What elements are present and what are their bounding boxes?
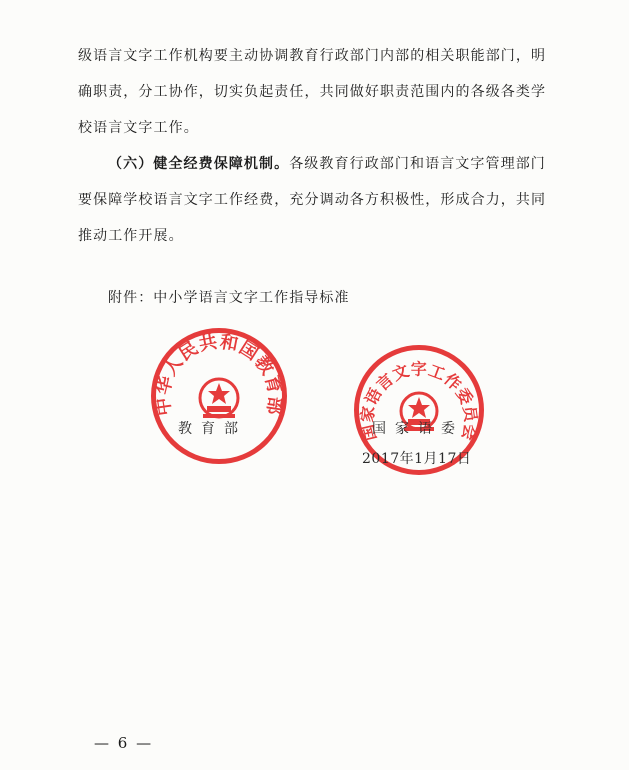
section-heading: （六）健全经费保障机制。 xyxy=(108,156,290,172)
ministry-seal xyxy=(151,328,287,464)
ministry-seal-graphic xyxy=(151,328,287,464)
paragraph-text: 级语言文字工作机构要主动协调教育行政部门内部的相关职能部门，明确职责，分工协作，切实负起责任，共同做好职责范围内的各级各类学校语言文字工作。 xyxy=(78,48,547,136)
issue-date: 2017年1月17日 xyxy=(362,451,472,467)
language-commission-seal-text: 国家语言文字工作委员会 xyxy=(357,359,481,443)
national-emblem-icon xyxy=(200,379,238,418)
paragraph-text: 各级教育行政部门和语言文字管理部门要保障学校语言文字工作经费，充分调动各方积极性，形成合力，共同推动工作开展。 xyxy=(78,156,547,244)
signer-ministry: 教育部 xyxy=(178,421,247,437)
ministry-seal-text: 中华人民共和国教育部 xyxy=(152,331,286,417)
signer-language-commission: 国家语委 xyxy=(372,421,464,437)
svg-text:中华人民共和国教育部 xyxy=(151,330,286,417)
attachment-line: 附件：中小学语言文字工作指导标准 xyxy=(108,290,350,306)
paragraph-funding xyxy=(78,146,552,254)
page-number: — 6 — xyxy=(94,734,154,752)
paragraph-responsibilities xyxy=(78,38,552,146)
